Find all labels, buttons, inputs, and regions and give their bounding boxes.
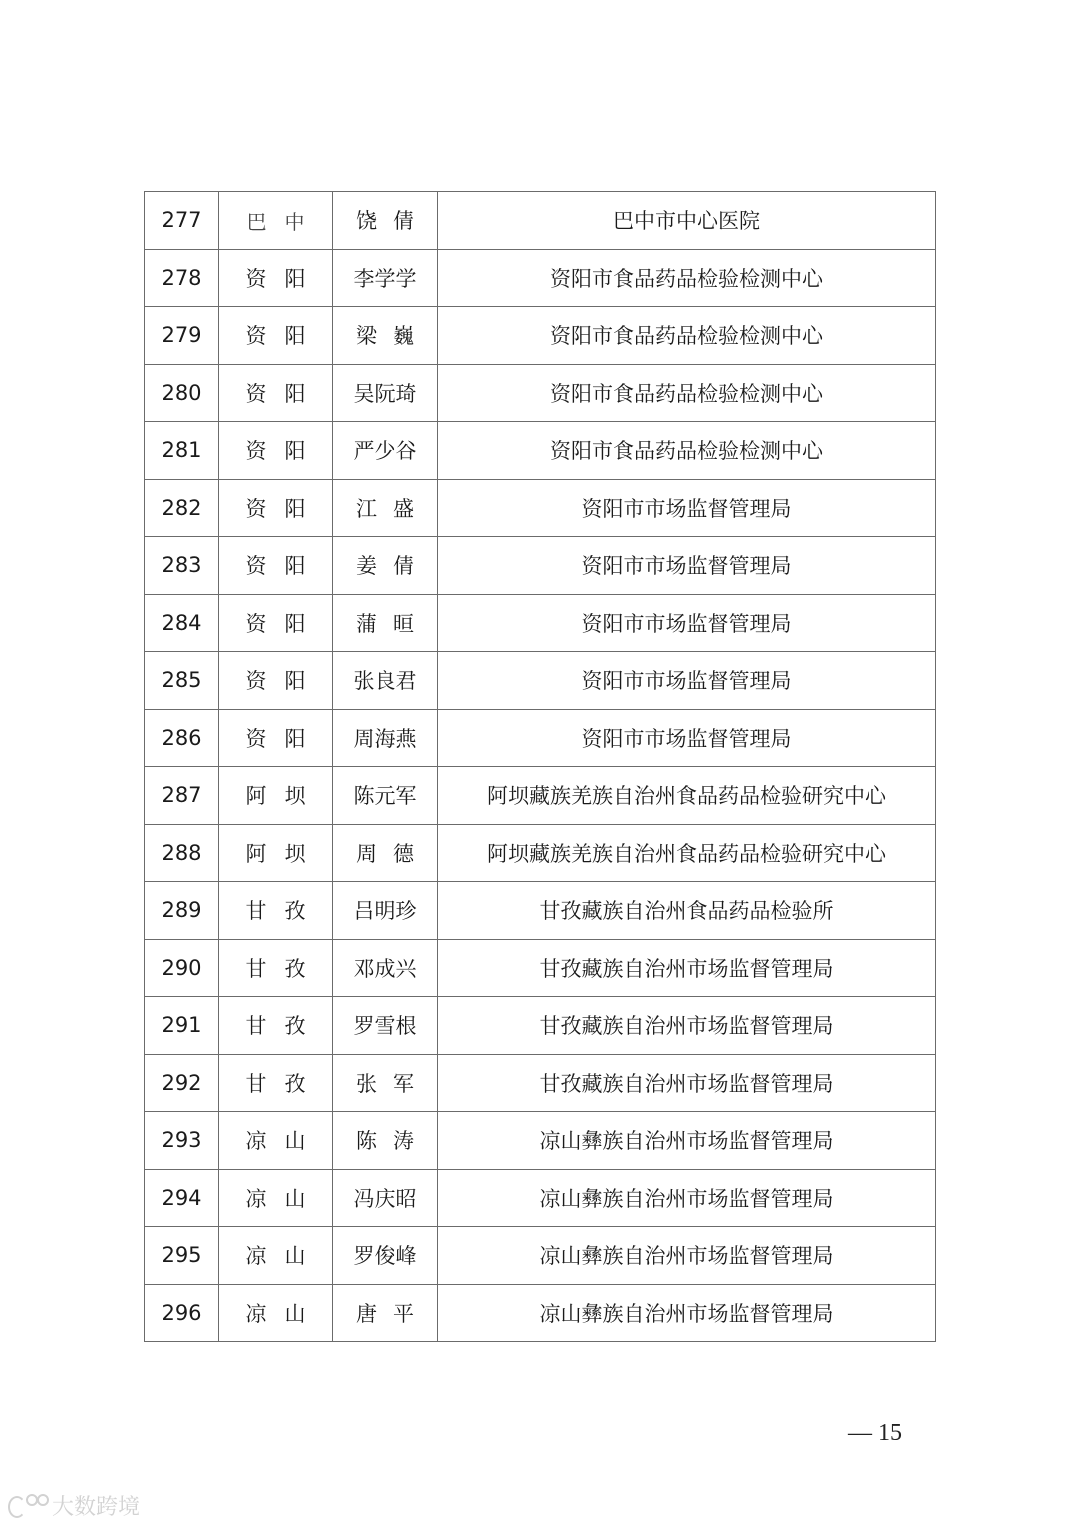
organization-cell: 资阳市食品药品检验检测中心 (438, 307, 936, 365)
region-cell: 资阳 (219, 307, 333, 365)
row-number: 278 (145, 249, 219, 307)
table-row (145, 997, 936, 1055)
table-row (145, 537, 936, 595)
table-row (145, 1169, 936, 1227)
region-cell: 凉山 (219, 1169, 333, 1227)
region-cell: 资阳 (219, 537, 333, 595)
table-row (145, 824, 936, 882)
organization-cell: 甘孜藏族自治州市场监督管理局 (438, 1054, 936, 1112)
name-cell: 陈元军 (333, 767, 438, 825)
name-cell: 张良君 (333, 652, 438, 710)
table-row (145, 307, 936, 365)
table-row (145, 1054, 936, 1112)
region-cell: 凉山 (219, 1112, 333, 1170)
table-row (145, 364, 936, 422)
name-cell: 张军 (333, 1054, 438, 1112)
row-number: 280 (145, 364, 219, 422)
region-cell: 阿坝 (219, 824, 333, 882)
table-row (145, 939, 936, 997)
organization-cell: 资阳市市场监督管理局 (438, 709, 936, 767)
row-number: 277 (145, 192, 219, 250)
table-row (145, 767, 936, 825)
organization-cell: 资阳市市场监督管理局 (438, 594, 936, 652)
row-number: 281 (145, 422, 219, 480)
organization-cell: 资阳市食品药品检验检测中心 (438, 249, 936, 307)
row-number: 288 (145, 824, 219, 882)
name-cell: 吴阮琦 (333, 364, 438, 422)
region-cell: 资阳 (219, 422, 333, 480)
region-cell: 资阳 (219, 652, 333, 710)
region-cell: 资阳 (219, 249, 333, 307)
organization-cell: 阿坝藏族羌族自治州食品药品检验研究中心 (438, 767, 936, 825)
page-number: — 15 (848, 1420, 902, 1446)
name-cell: 唐平 (333, 1284, 438, 1342)
region-cell: 甘孜 (219, 882, 333, 940)
row-number: 286 (145, 709, 219, 767)
name-cell: 邓成兴 (333, 939, 438, 997)
name-cell: 江盛 (333, 479, 438, 537)
row-number: 285 (145, 652, 219, 710)
organization-cell: 资阳市食品药品检验检测中心 (438, 422, 936, 480)
region-cell: 阿坝 (219, 767, 333, 825)
organization-cell: 资阳市市场监督管理局 (438, 652, 936, 710)
region-cell: 资阳 (219, 479, 333, 537)
region-cell: 资阳 (219, 594, 333, 652)
watermark-logo-icon (8, 1494, 48, 1518)
name-cell: 罗雪根 (333, 997, 438, 1055)
organization-cell: 凉山彝族自治州市场监督管理局 (438, 1227, 936, 1285)
table-row (145, 422, 936, 480)
name-cell: 姜倩 (333, 537, 438, 595)
organization-cell: 甘孜藏族自治州食品药品检验所 (438, 882, 936, 940)
region-cell: 甘孜 (219, 1054, 333, 1112)
name-cell: 冯庆昭 (333, 1169, 438, 1227)
region-cell: 资阳 (219, 364, 333, 422)
name-cell: 严少谷 (333, 422, 438, 480)
organization-cell: 凉山彝族自治州市场监督管理局 (438, 1112, 936, 1170)
name-cell: 梁巍 (333, 307, 438, 365)
name-cell: 饶倩 (333, 192, 438, 250)
name-cell: 李学学 (333, 249, 438, 307)
row-number: 290 (145, 939, 219, 997)
row-number: 287 (145, 767, 219, 825)
table-row (145, 1112, 936, 1170)
table-row (145, 652, 936, 710)
name-cell: 罗俊峰 (333, 1227, 438, 1285)
region-cell: 凉山 (219, 1227, 333, 1285)
table-row (145, 1284, 936, 1342)
organization-cell: 资阳市市场监督管理局 (438, 479, 936, 537)
row-number: 295 (145, 1227, 219, 1285)
name-cell: 吕明珍 (333, 882, 438, 940)
roster-table (144, 191, 936, 1342)
watermark-text: 大数跨境 (52, 1495, 141, 1520)
row-number: 293 (145, 1112, 219, 1170)
region-cell: 甘孜 (219, 939, 333, 997)
table-row (145, 192, 936, 250)
region-cell: 巴中 (219, 192, 333, 250)
organization-cell: 甘孜藏族自治州市场监督管理局 (438, 939, 936, 997)
table-row (145, 1227, 936, 1285)
row-number: 296 (145, 1284, 219, 1342)
table-row (145, 479, 936, 537)
watermark (8, 1490, 140, 1521)
name-cell: 周海燕 (333, 709, 438, 767)
organization-cell: 阿坝藏族羌族自治州食品药品检验研究中心 (438, 824, 936, 882)
name-cell: 陈涛 (333, 1112, 438, 1170)
region-cell: 凉山 (219, 1284, 333, 1342)
table-row (145, 249, 936, 307)
region-cell: 资阳 (219, 709, 333, 767)
row-number: 294 (145, 1169, 219, 1227)
name-cell: 周德 (333, 824, 438, 882)
table-row (145, 709, 936, 767)
organization-cell: 资阳市食品药品检验检测中心 (438, 364, 936, 422)
table-row (145, 594, 936, 652)
organization-cell: 巴中市中心医院 (438, 192, 936, 250)
organization-cell: 资阳市市场监督管理局 (438, 537, 936, 595)
row-number: 284 (145, 594, 219, 652)
row-number: 292 (145, 1054, 219, 1112)
organization-cell: 甘孜藏族自治州市场监督管理局 (438, 997, 936, 1055)
row-number: 282 (145, 479, 219, 537)
name-cell: 蒲晅 (333, 594, 438, 652)
region-cell: 甘孜 (219, 997, 333, 1055)
row-number: 291 (145, 997, 219, 1055)
row-number: 283 (145, 537, 219, 595)
table-row (145, 882, 936, 940)
organization-cell: 凉山彝族自治州市场监督管理局 (438, 1284, 936, 1342)
row-number: 279 (145, 307, 219, 365)
organization-cell: 凉山彝族自治州市场监督管理局 (438, 1169, 936, 1227)
row-number: 289 (145, 882, 219, 940)
